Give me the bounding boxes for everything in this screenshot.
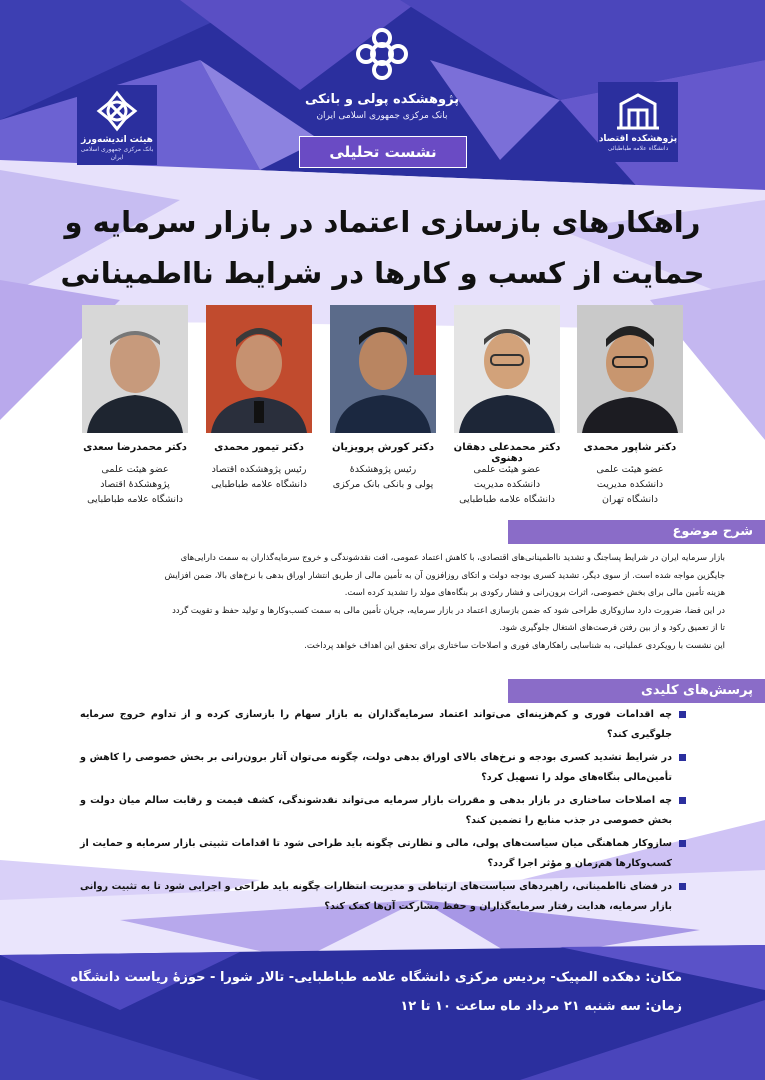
question-text: سازوکار هماهنگی میان سیاست‌های پولی، مالی و نظارتی چگونه باید طراحی شود تا اقدامات تثبیتی بازار سرمایه و حمایت از کسب‌وکارها هم‌زمان و مؤثر اجرا گردد؟	[80, 838, 672, 869]
description-body	[80, 549, 725, 655]
question-item	[80, 877, 688, 917]
questions-list	[80, 705, 688, 917]
question-item	[80, 748, 688, 788]
description-line: تا از تعمیق رکود و از بین رفتن فرصت‌های اشتغال جلوگیری شود.	[499, 622, 725, 633]
event-place: مکان: دهکده المپیک- پردیس مرکزی دانشگاه علامه طباطبایی- تالار شورا - حوزهٔ ریاست دانشگاه	[70, 970, 682, 985]
speaker-photo	[454, 305, 560, 433]
description-line: در این فضا، ضرورت دارد سازوکاری طراحی شود که ضمن بازسازی اعتماد در بازار سرمایه، جریان تأمین مالی به سمت کسب‌وکارها و تولید حفظ و تقویت گردد	[172, 604, 725, 615]
right-logo-sub: دانشگاه علامه طباطبائی	[607, 144, 669, 152]
description-title: شرح موضوع	[508, 520, 765, 544]
question-item	[80, 705, 688, 745]
left-logo-caption: هیئت اندیشه‌ورز	[81, 134, 153, 145]
flower-emblem-icon	[95, 89, 139, 133]
speaker-photo	[330, 305, 436, 433]
question-text: چه اقدامات فوری و کم‌هزینه‌ای می‌تواند اعتماد سرمایه‌گذاران به بازار سهام را بازسازی کرده و از تداوم خروج سرمایه جلوگیری کند؟	[80, 709, 672, 740]
speaker-name: دکتر تیمور محمدی	[214, 442, 304, 453]
question-text: چه اصلاحات ساختاری در بازار بدهی و مقررات بازار سرمایه می‌تواند نقدشوندگی، کشف قیمت و رقابت سالم میان دولت و بخش خصوصی در جذب منابع را تضمین کند؟	[80, 795, 672, 826]
question-item	[80, 834, 688, 874]
speaker-photo	[577, 305, 683, 433]
speaker-photo	[82, 305, 188, 433]
speaker-name: دکتر کورش پرویزیان	[331, 442, 435, 453]
description-line: هزینه تأمین مالی برای بخش خصوصی، اثرات برون‌رانی و فشار رکودی بر بنگاه‌های مولد را تشدید کرده است.	[344, 587, 725, 598]
question-text: در شرایط تشدید کسری بودجه و نرخ‌های بالای اوراق بدهی دولت، چگونه می‌توان آثار برون‌رانی بر بخش خصوصی را کاهش و تأمین‌مالی بنگاه‌های مولد را تسهیل کرد؟	[80, 752, 672, 783]
description-line: این نشست با رویکردی عملیاتی، به شناسایی راهکارهای فوری و اصلاحات ساختاری برای تحقق این اهداف خواهد پرداخت.	[304, 639, 725, 650]
right-logo-caption: پژوهشکده اقتصاد	[598, 133, 678, 144]
speaker-role: عضو هیئت علمی پژوهشکدهٔ اقتصاد دانشگاه علامه طباطبایی	[87, 464, 183, 505]
left-logo	[77, 85, 157, 165]
building-emblem-icon	[615, 92, 661, 132]
question-item	[80, 791, 688, 831]
speaker-name: دکتر محمدرضا سعدی	[83, 442, 187, 453]
description-line: جایگزین مواجه شده است. از سوی دیگر، تشدید کسری بودجه دولت و اتکای روزافزون آن به تأمین مالی از طریق انتشار اوراق بدهی با نرخ‌های بالا، ضمن افزایش	[164, 569, 725, 580]
headline-line-2: حمایت از کسب و کارها در شرایط نااطمینانی	[60, 256, 705, 290]
speaker-role: عضو هیئت علمی دانشکده مدیریت دانشگاه علامه طباطبایی	[459, 464, 555, 505]
square-bullet-icon	[679, 754, 686, 761]
speaker-name: دکتر محمدعلی دهقان دهنوی	[453, 442, 561, 464]
question-text: در فضای نااطمینانی، راهبردهای سیاست‌های ارتباطی و مدیریت انتظارات چگونه باید طراحی و اجرایی شود تا به تثبیت روانی بازار سرمایه، هدایت رفتار سرمایه‌گذاران و حفظ مشارکت آن‌ها کمک کند؟	[80, 881, 672, 912]
right-logo	[598, 82, 678, 162]
square-bullet-icon	[679, 840, 686, 847]
headline-line-1: راهکارهای بازسازی اعتماد در بازار سرمایه و	[64, 205, 701, 239]
event-time: زمان: سه شنبه ۲۱ مرداد ماه ساعت ۱۰ تا ۱۲	[400, 999, 682, 1014]
questions-title: پرسش‌های کلیدی	[508, 679, 765, 703]
speaker-photo	[206, 305, 312, 433]
square-bullet-icon	[679, 883, 686, 890]
knot-emblem-icon	[354, 26, 410, 82]
center-logo	[332, 26, 432, 82]
description-line: بازار سرمایه ایران در شرایط پساجنگ و تشدید نااطمینانی‌های اقتصادی، با کاهش اعتماد عمومی، افت نقدشوندگی و خروج سرمایه‌گذاران به سمت دارایی‌های	[180, 552, 725, 562]
speaker-name: دکتر شاپور محمدی	[583, 442, 677, 453]
square-bullet-icon	[679, 797, 686, 804]
square-bullet-icon	[679, 711, 686, 718]
left-logo-sub: بانک مرکزی جمهوری اسلامی ایران	[80, 145, 154, 161]
center-logo-name: پژوهشکده پولی و بانکی	[304, 92, 460, 107]
event-type-tag: نشست تحلیلی	[299, 136, 467, 168]
speaker-role: رئیس پژوهشکدهٔ پولی و بانکی بانک مرکزی	[332, 464, 434, 490]
center-logo-sub: بانک مرکزی جمهوری اسلامی ایران	[316, 111, 448, 121]
speaker-role: عضو هیئت علمی دانشکده مدیریت دانشگاه تهران	[596, 464, 664, 505]
speaker-role: رئیس پژوهشکده اقتصاد دانشگاه علامه طباطبایی	[211, 464, 307, 490]
